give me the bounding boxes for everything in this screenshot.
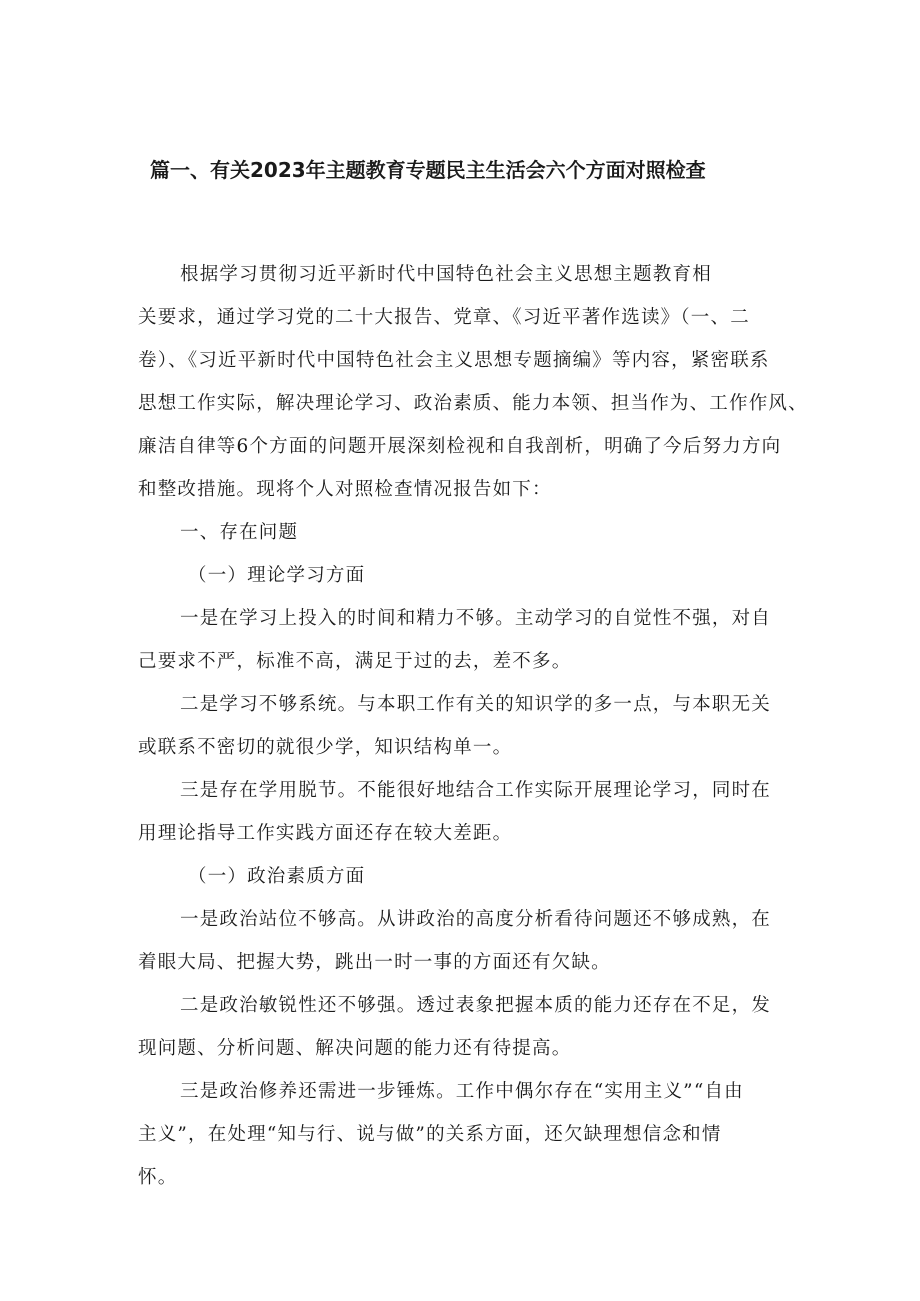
paragraph-line: 根据学习贯彻习近平新时代中国特色社会主义思想主题教育相 <box>180 264 712 285</box>
subsection-heading: （一）理论学习方面 <box>188 565 366 586</box>
paragraph-line: 着眼大局、把握大势，跳出一时一事的方面还有欠缺。 <box>138 952 611 973</box>
paragraph-line: 用理论指导工作实践方面还存在较大差距。 <box>138 823 513 844</box>
paragraph-line: 己要求不严，标准不高，满足于过的去，差不多。 <box>138 651 572 672</box>
paragraph-line: 三是存在学用脱节。不能很好地结合工作实际开展理论学习，同时在 <box>180 780 772 801</box>
paragraph-line: 廉洁自律等6个方面的问题开展深刻检视和自我剖析，明确了今后努力方向 <box>138 436 782 457</box>
paragraph-line: 和整改措施。现将个人对照检查情况报告如下： <box>138 479 552 500</box>
section-heading: 一、存在问题 <box>180 522 299 543</box>
paragraph-line: 关要求，通过学习党的二十大报告、党章、《习近平著作选读》（一、二 <box>138 307 750 328</box>
subsection-heading: （一）政治素质方面 <box>188 866 366 887</box>
paragraph-line: 主义”，在处理“知与行、说与做”的关系方面，还欠缺理想信念和情 <box>138 1124 722 1145</box>
paragraph-line: 思想工作实际，解决理论学习、政治素质、能力本领、担当作为、工作作风、 <box>138 393 808 414</box>
paragraph-line: 现问题、分析问题、解决问题的能力还有待提高。 <box>138 1038 572 1059</box>
paragraph-line: 三是政治修养还需进一步锤炼。工作中偶尔存在“实用主义”“自由 <box>180 1081 744 1102</box>
paragraph-line: 卷）、《习近平新时代中国特色社会主义思想专题摘编》等内容，紧密联系 <box>138 350 770 371</box>
paragraph-line: 一是在学习上投入的时间和精力不够。主动学习的自觉性不强，对自 <box>180 608 772 629</box>
paragraph-line: 二是学习不够系统。与本职工作有关的知识学的多一点，与本职无关 <box>180 694 772 715</box>
paragraph-line: 或联系不密切的就很少学，知识结构单一。 <box>138 737 513 758</box>
paragraph-line: 二是政治敏锐性还不够强。透过表象把握本质的能力还存在不足，发 <box>180 995 772 1016</box>
document-title: 篇一、有关2023年主题教育专题民主生活会六个方面对照检查 <box>150 158 706 182</box>
paragraph-line: 怀。 <box>138 1167 178 1188</box>
paragraph-line: 一是政治站位不够高。从讲政治的高度分析看待问题还不够成熟，在 <box>180 909 772 930</box>
